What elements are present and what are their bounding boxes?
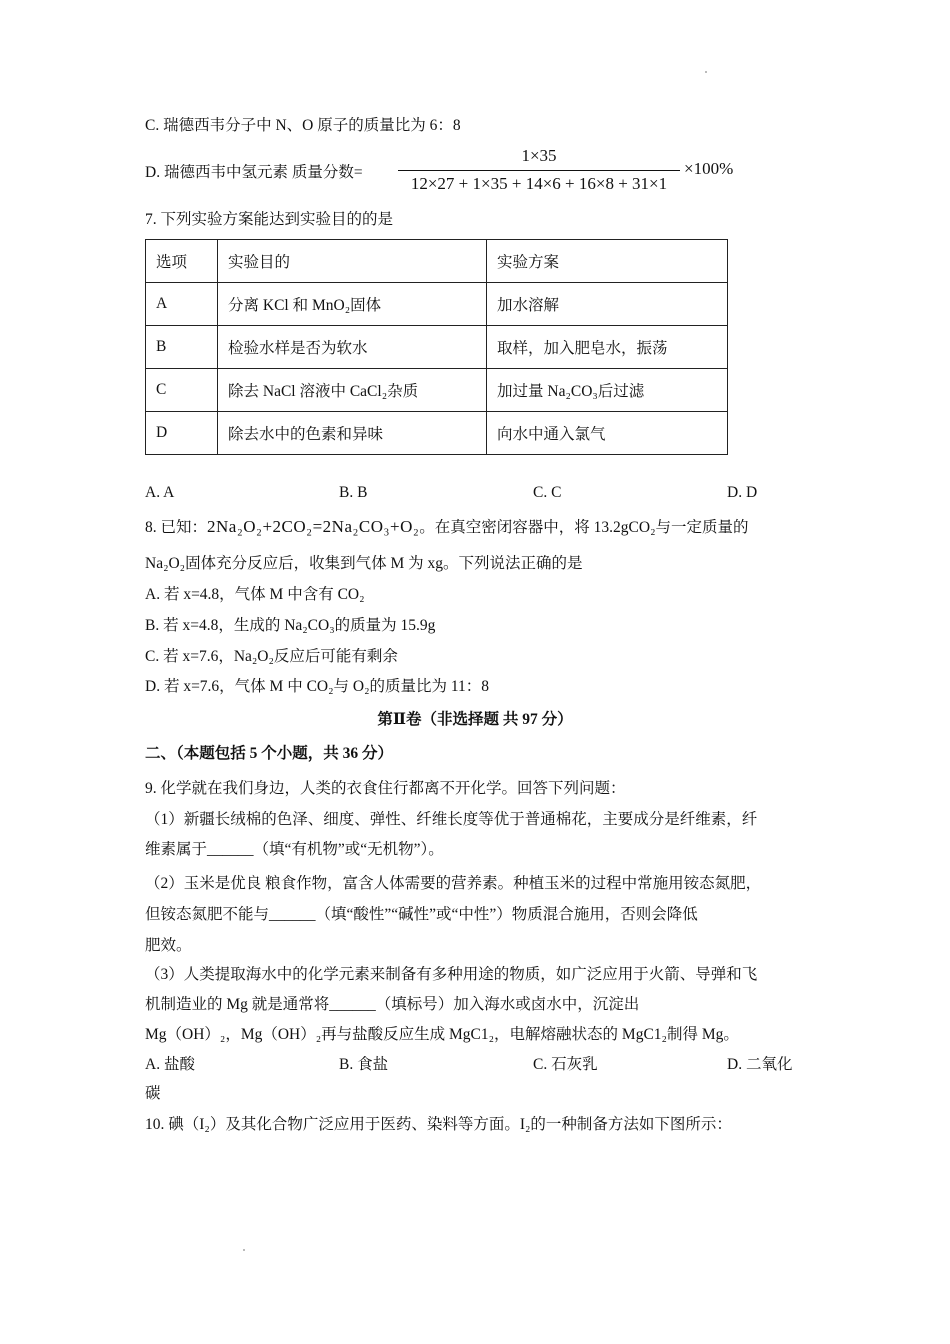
table-cell: 加过量 Na₂CO₃后过滤: [487, 369, 728, 412]
table-cell: 检验水样是否为软水: [218, 326, 487, 369]
fraction-numerator: 1×35: [521, 146, 557, 165]
part-two-title: 第Ⅱ卷（非选择题 共 97 分）: [377, 711, 573, 728]
table-row: [146, 326, 728, 369]
q9-choice-a: A. 盐酸: [145, 1056, 195, 1073]
q6-option-c: C. 瑞德西韦分子中 N、O 原子的质量比为 6：8: [145, 117, 461, 134]
q7-choice-d: D. D: [727, 484, 758, 501]
table-cell: D: [146, 412, 218, 455]
q9-part3-line2: 机制造业的 Mg 就是通常将______（填标号）加入海水或卤水中，沉淀出: [145, 996, 640, 1013]
table-cell: 分离 KCl 和 MnO₂固体: [218, 283, 487, 326]
q9-stem: 9. 化学就在我们身边，人类的衣食住行都离不开化学。回答下列问题：: [145, 780, 626, 797]
q6-option-d: D. 瑞德西韦中氢元素 质量分数=: [145, 164, 363, 181]
experiment-table: [145, 239, 728, 455]
table-header-cell: 选项: [146, 240, 218, 283]
scan-dot: [243, 1249, 245, 1251]
q9-part2-line3: 肥效。: [145, 937, 192, 954]
fraction-denominator: 12×27 + 1×35 + 14×6 + 16×8 + 31×1: [410, 174, 668, 193]
table-header-cell: 实验目的: [218, 240, 487, 283]
table-row: [146, 369, 728, 412]
table-cell: 取样，加入肥皂水，振荡: [487, 326, 728, 369]
q9-part2-line2: 但铵态氮肥不能与______（填“酸性”“碱性”或“中性”）物质混合施用，否则会降低: [145, 906, 698, 923]
q9-choice-c: C. 石灰乳: [533, 1056, 598, 1073]
table-cell: B: [146, 326, 218, 369]
table-row: [146, 283, 728, 326]
q7-choice-a: A. A: [145, 484, 175, 501]
q8-stem-line1: 8. 已知：2Na₂O₂+2CO₂=2Na₂CO₃+O₂。在真空密闭容器中，将 13.2gCO₂与一定质量的: [145, 517, 749, 536]
q7-choice-b: B. B: [339, 484, 368, 501]
table-cell: 向水中通入氯气: [487, 412, 728, 455]
table-cell: 除去 NaCl 溶液中 CaCl₂杂质: [218, 369, 487, 412]
q9-choice-b: B. 食盐: [339, 1056, 389, 1073]
q8-option-d: D. 若 x=7.6，气体 M 中 CO₂与 O₂的质量比为 11：8: [145, 678, 490, 695]
table-cell: C: [146, 369, 218, 412]
table-cell: A: [146, 283, 218, 326]
q8-option-c: C. 若 x=7.6，Na₂O₂反应后可能有剩余: [145, 648, 398, 665]
q8-option-a: A. 若 x=4.8，气体 M 中含有 CO₂: [145, 586, 365, 603]
q9-part3-line3: Mg（OH）₂，Mg（OH）₂再与盐酸反应生成 MgC1₂，电解熔融状态的 MgC1₂制得 Mg。: [145, 1026, 739, 1043]
table-header-row: [146, 240, 728, 283]
q7-choice-c: C. C: [533, 484, 562, 501]
q9-part1-line1: （1）新疆长绒棉的色泽、细度、弹性、纤维长度等优于普通棉花，主要成分是纤维素，纤: [145, 811, 758, 828]
q9-part3-line1: （3）人类提取海水中的化学元素来制备有多种用途的物质，如广泛应用于火箭、导弹和飞: [145, 966, 758, 983]
fraction-multiplier: ×100%: [684, 159, 734, 178]
fraction-bar: [398, 170, 680, 171]
table-cell: 加水溶解: [487, 283, 728, 326]
table-row: [146, 412, 728, 455]
q8-option-b: B. 若 x=4.8，生成的 Na₂CO₃的质量为 15.9g: [145, 617, 436, 634]
q9-choice-d: D. 二氧化: [727, 1056, 793, 1073]
q10-stem: 10. 碘（I₂）及其化合物广泛应用于医药、染料等方面。I₂的一种制备方法如下图所示：: [145, 1116, 732, 1133]
q9-choice-d-wrap: 碳: [145, 1085, 161, 1102]
scan-dot: [705, 71, 707, 73]
table-header-cell: 实验方案: [487, 240, 728, 283]
section-heading: 二、（本题包括 5 个小题，共 36 分）: [145, 745, 394, 762]
q9-part1-line2: 维素属于______（填“有机物”或“无机物”）。: [145, 841, 444, 858]
table-cell: 除去水中的色素和异味: [218, 412, 487, 455]
q8-stem-line2: Na₂O₂固体充分反应后，收集到气体 M 为 xg。下列说法正确的是: [145, 555, 583, 572]
mass-fraction-formula: [398, 146, 680, 198]
q9-part2-line1: （2）玉米是优良 粮食作物，富含人体需要的营养素。种植玉米的过程中常施用铵态氮肥，: [145, 875, 762, 892]
q7-stem: 7. 下列实验方案能达到实验目的的是: [145, 211, 394, 228]
reaction-equation: 2Na₂O₂+2CO₂=2Na₂CO₃+O₂: [207, 517, 420, 536]
